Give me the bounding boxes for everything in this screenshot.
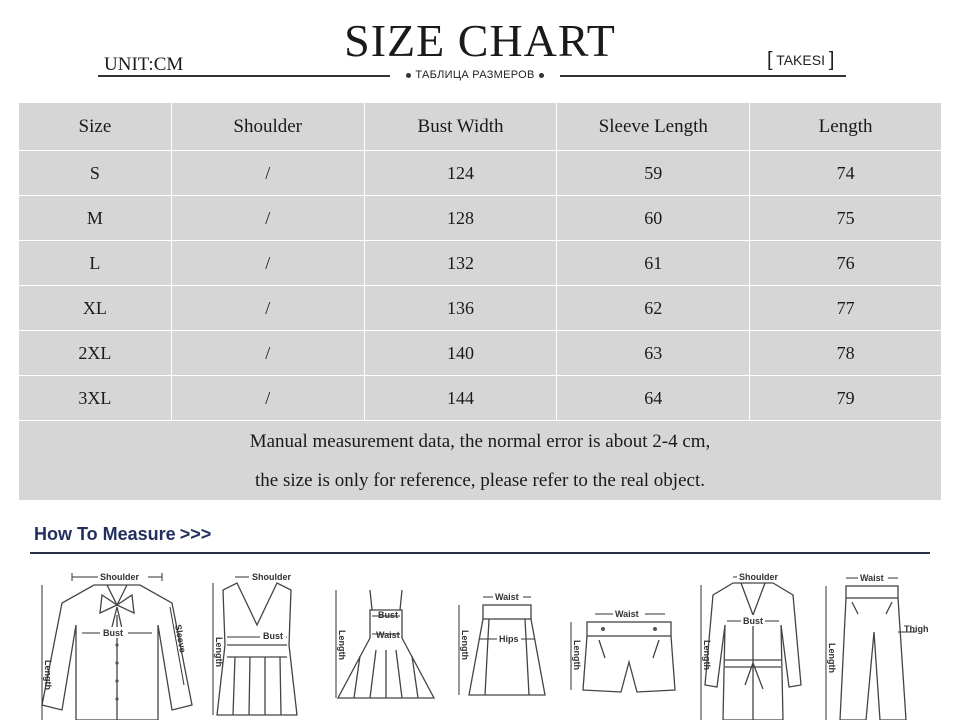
table-row <box>19 151 942 196</box>
note-cell <box>19 421 942 501</box>
coat-figure <box>693 565 813 720</box>
length-label-2: Length <box>214 637 224 667</box>
column-header: Shoulder <box>171 103 364 151</box>
table-cell: 136 <box>364 286 557 331</box>
how-to-measure-title <box>34 524 211 545</box>
waist-label-5: Waist <box>615 609 639 619</box>
table-cell: 62 <box>557 286 750 331</box>
size-table <box>18 102 942 501</box>
table-cell: L <box>19 241 172 286</box>
shorts-figure <box>565 600 685 710</box>
bust-label-2: Bust <box>263 631 283 641</box>
table-row <box>19 376 942 421</box>
note-line-1: Manual measurement data, the normal error is about 2-4 cm, <box>249 430 711 452</box>
table-row <box>19 196 942 241</box>
shoulder-label: Shoulder <box>100 572 140 582</box>
table-cell: 77 <box>750 286 942 331</box>
table-cell: 78 <box>750 331 942 376</box>
skirt-figure <box>445 585 555 720</box>
note-row <box>19 421 942 501</box>
table-cell: 60 <box>557 196 750 241</box>
arrows-icon: >>> <box>179 524 212 544</box>
page-title: SIZE CHART <box>344 15 616 66</box>
table-cell: 140 <box>364 331 557 376</box>
how-to-measure-text: How To Measure <box>34 524 176 544</box>
table-cell: M <box>19 196 172 241</box>
table-cell: 3XL <box>19 376 172 421</box>
table-cell: 124 <box>364 151 557 196</box>
table-cell: / <box>171 151 364 196</box>
sleeve-label: Sleeve <box>173 623 188 654</box>
shoulder-label-2: Shoulder <box>252 572 292 582</box>
length-label-5: Length <box>572 640 582 670</box>
table-row <box>19 286 942 331</box>
table-cell: 63 <box>557 331 750 376</box>
table-cell: 59 <box>557 151 750 196</box>
russian-subtitle <box>390 66 560 84</box>
waist-label-4: Waist <box>495 592 519 602</box>
dot-right <box>539 73 544 78</box>
column-header: Size <box>19 103 172 151</box>
table-cell: / <box>171 376 364 421</box>
table-cell: 74 <box>750 151 942 196</box>
table-cell: 79 <box>750 376 942 421</box>
length-label-3: Length <box>337 630 347 660</box>
length-label-6: Length <box>702 640 712 670</box>
shoulder-label-6: Shoulder <box>739 572 779 582</box>
table-cell: XL <box>19 286 172 331</box>
table-cell: 132 <box>364 241 557 286</box>
table-cell: / <box>171 196 364 241</box>
thigh-label: Thigh <box>904 624 929 634</box>
table-cell: 75 <box>750 196 942 241</box>
bust-label-6: Bust <box>743 616 763 626</box>
bust-label: Bust <box>103 628 123 638</box>
table-row <box>19 331 942 376</box>
column-header: Bust Width <box>364 103 557 151</box>
unit-label: UNIT:CM <box>104 54 184 75</box>
blouse-figure <box>32 565 202 720</box>
tank-top-figure <box>205 565 315 720</box>
table-header-row <box>19 103 942 151</box>
table-cell: 76 <box>750 241 942 286</box>
length-label: Length <box>43 660 53 690</box>
table-cell: 2XL <box>19 331 172 376</box>
table-cell: 128 <box>364 196 557 241</box>
measure-rule <box>30 552 930 554</box>
table-cell: 61 <box>557 241 750 286</box>
table-cell: 144 <box>364 376 557 421</box>
column-header: Length <box>750 103 942 151</box>
length-label-4: Length <box>460 630 470 660</box>
russian-subtitle-text: ТАБЛИЦА РАЗМЕРОВ <box>415 69 535 81</box>
length-label-7: Length <box>827 643 837 673</box>
dot-left <box>406 73 411 78</box>
brand-label: [ TAKESI ] <box>767 49 835 71</box>
column-header: Sleeve Length <box>557 103 750 151</box>
table-cell: S <box>19 151 172 196</box>
waist-label-7: Waist <box>860 573 884 583</box>
table-cell: 64 <box>557 376 750 421</box>
table-row <box>19 241 942 286</box>
waist-label-3: Waist <box>376 630 400 640</box>
hips-label: Hips <box>499 634 519 644</box>
dress-figure <box>330 580 440 720</box>
brand-name: TAKESI <box>776 52 825 68</box>
bust-label-3: Bust <box>378 610 398 620</box>
table-cell: / <box>171 241 364 286</box>
pants-figure <box>818 568 938 720</box>
table-cell: / <box>171 331 364 376</box>
note-line-2: the size is only for reference, please refer to the real object. <box>255 469 705 491</box>
table-cell: / <box>171 286 364 331</box>
